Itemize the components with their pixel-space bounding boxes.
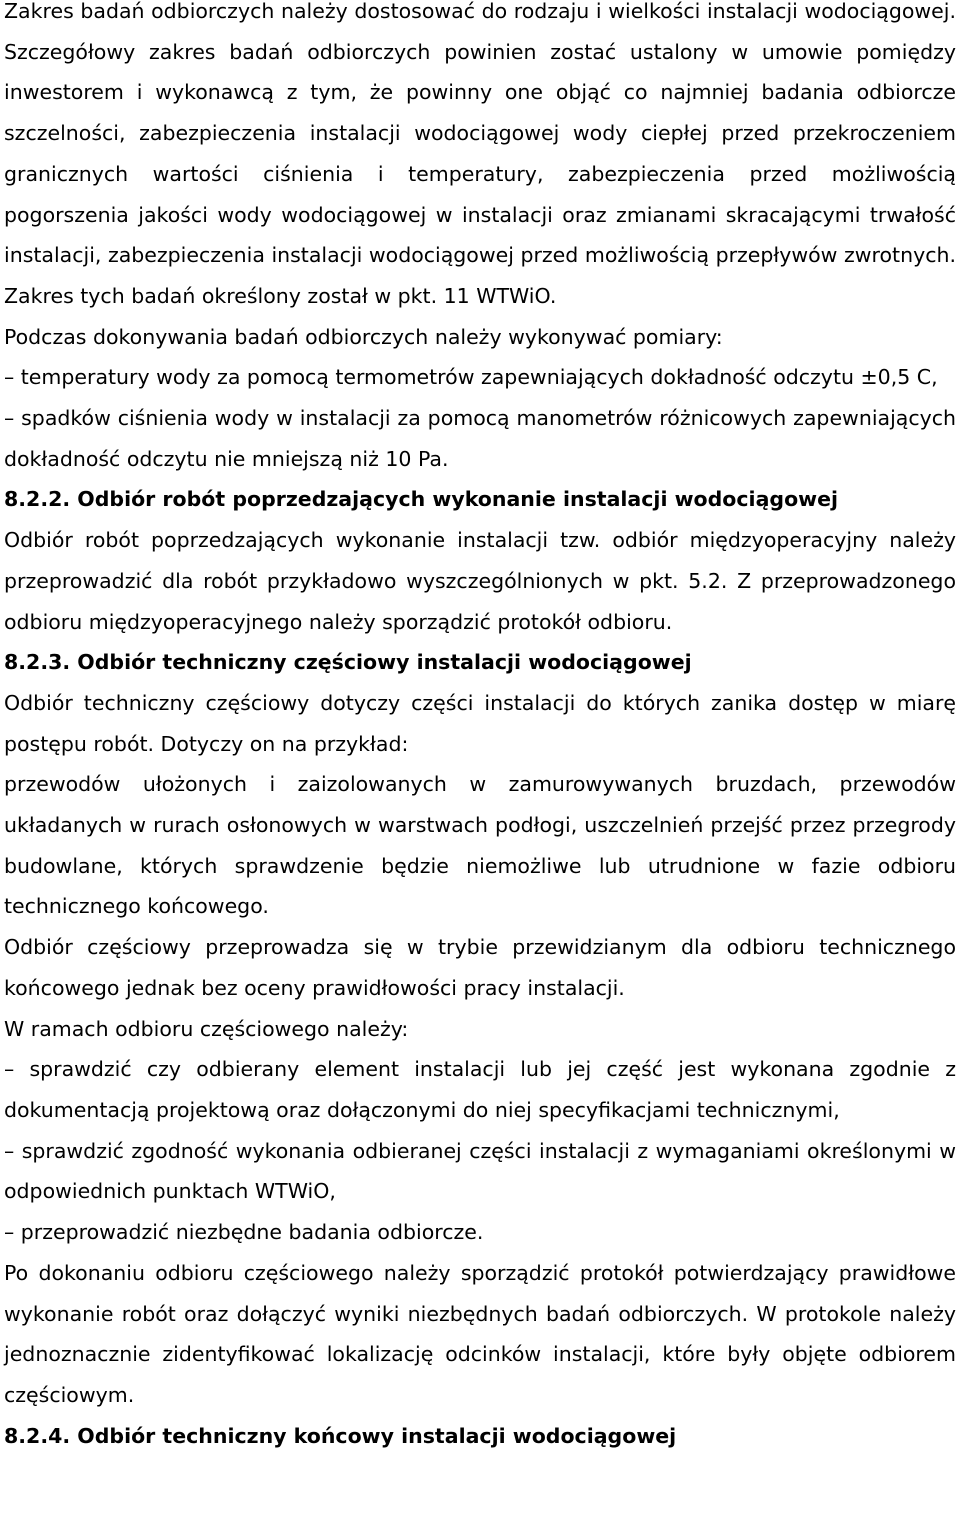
paragraph-partial-acceptance: Odbiór techniczny częściowy dotyczy części instalacji do których zanika dostęp w miarę postępu robót. Dotyczy on na przykład:	[4, 690, 956, 756]
section-heading-8-2-4: 8.2.4. Odbiór techniczny końcowy instalacji wodociągowej	[4, 1423, 677, 1448]
section-heading-8-2-2: 8.2.2. Odbiór robót poprzedzających wykonanie instalacji wodociągowej	[4, 487, 839, 512]
paragraph-interoperational-acceptance: Odbiór robót poprzedzających wykonanie instalacji tzw. odbiór międzyoperacyjny należy przeprowadzić dla robót przykładowo wyszczególnionych w pkt. 5.2. Z przeprowadzonego odbioru międzyoperacyjnego należy sporządzić protokół odbioru.	[4, 528, 956, 634]
list-item-perform-tests: – przeprowadzić niezbędne badania odbiorcze.	[4, 1220, 484, 1245]
paragraph-test-scope: Zakres badań odbiorczych należy dostosować do rodzaju i wielkości instalacji wodociągowej. Szczegółowy zakres badań odbiorczych powinien zostać ustalony w umowie pomiędzy inwestorem i wykonawcą z tym, że powinny one objąć co najmniej badania odbiorcze szczelności, zabezpieczenia instalacji wodociągowej wody ciepłej przed przekroczeniem granicznych wartości ciśnienia i temperatury, zabezpieczenia przed możliwością pogorszenia jakości wody wodociągowej w instalacji oraz zmianami skracającymi trwałość instalacji, zabezpieczenia instalacji wodociągowej przed możliwością przepływów zwrotnych. Zakres tych badań określony został w pkt. 11 WTWiO.	[4, 0, 956, 308]
list-item-check-design: – sprawdzić czy odbierany element instalacji lub jej część jest wykonana zgodnie z dokumentacją projektową oraz dołączonymi do niej specyfikacjami technicznymi,	[4, 1057, 956, 1122]
list-item-pressure-drop: – spadków ciśnienia wody w instalacji za pomocą manometrów różnicowych zapewniających dokładność odczytu nie mniejszą niż 10 Pa.	[4, 406, 956, 471]
list-item-check-requirements: – sprawdzić zgodność wykonania odbieranej części instalacji z wymaganiami określonymi w odpowiednich punktach WTWiO,	[4, 1138, 956, 1204]
paragraph-protocol: Po dokonaniu odbioru częściowego należy sporządzić protokół potwierdzający prawidłowe wykonanie robót oraz dołączyć wyniki niezbędnych badań odbiorczych. W protokole należy jednoznacznie zidentyfikować lokalizację odcinków instalacji, które były objęte odbiorem częściowym.	[4, 1260, 956, 1407]
paragraph-partial-examples: przewodów ułożonych i zaizolowanych w zamurowywanych bruzdach, przewodów układanych w rurach osłonowych w warstwach podłogi, uszczelnień przejść przez przegrody budowlane, których sprawdzenie będzie niemożliwe lub utrudnione w fazie odbioru technicznego końcowego.	[4, 772, 956, 919]
section-heading-8-2-3: 8.2.3. Odbiór techniczny częściowy instalacji wodociągowej	[4, 650, 692, 675]
paragraph-measurements-intro: Podczas dokonywania badań odbiorczych należy wykonywać pomiary:	[4, 324, 723, 349]
paragraph-partial-scope-intro: W ramach odbioru częściowego należy:	[4, 1016, 409, 1041]
list-item-temperature: – temperatury wody za pomocą termometrów zapewniających dokładność odczytu ±0,5 C,	[4, 365, 938, 390]
paragraph-partial-procedure: Odbiór częściowy przeprowadza się w trybie przewidzianym dla odbioru technicznego końcowego jednak bez oceny prawidłowości pracy instalacji.	[4, 935, 956, 1000]
